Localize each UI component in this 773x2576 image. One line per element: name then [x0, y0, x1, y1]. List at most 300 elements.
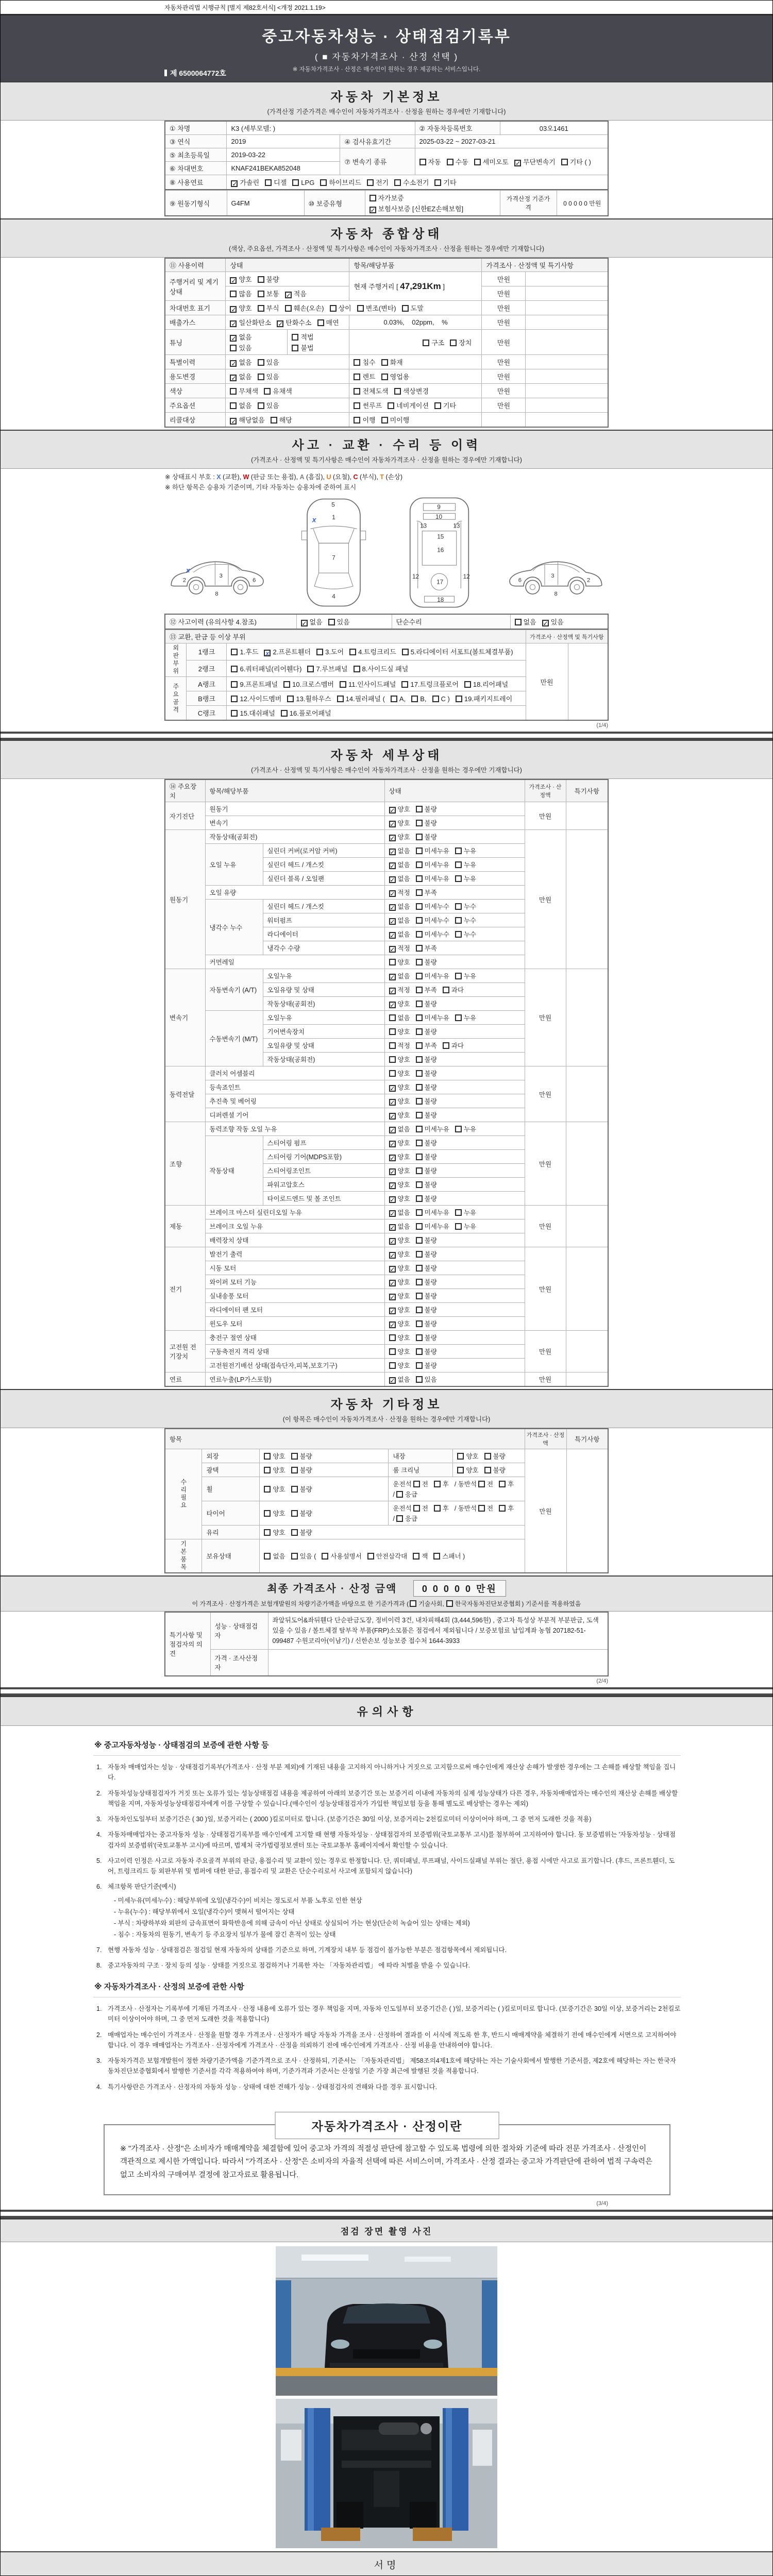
checkbox-option[interactable]: 보통	[258, 289, 279, 298]
state-options[interactable]	[384, 1108, 525, 1122]
checkbox-option[interactable]: 불량	[416, 1333, 437, 1342]
checkbox-option[interactable]: ✓ 양호	[390, 1140, 410, 1148]
checkbox-unchecked-icon[interactable]	[416, 1056, 423, 1063]
checkbox-checked-icon[interactable]: ✓	[390, 1224, 395, 1231]
checkbox-unchecked-icon[interactable]	[419, 159, 426, 165]
checkbox-unchecked-icon[interactable]	[258, 276, 264, 283]
checkbox-option[interactable]: 5.라디에이터 서포트(볼트체결부품)	[402, 647, 513, 656]
checkbox-unchecked-icon[interactable]	[264, 388, 271, 395]
checkbox-unchecked-icon[interactable]	[434, 179, 441, 186]
checkbox-option[interactable]: 미세누유	[416, 874, 449, 883]
checkbox-unchecked-icon[interactable]	[434, 402, 441, 409]
checkbox-option[interactable]: ✓ 양호	[231, 276, 252, 284]
checkbox-option[interactable]: 렌트	[354, 371, 375, 381]
state-options[interactable]	[260, 1477, 389, 1501]
checkbox-option[interactable]: 있음	[258, 400, 279, 410]
checkbox-option[interactable]: 없음	[230, 400, 251, 410]
color-options[interactable]	[226, 384, 349, 398]
checkbox-unchecked-icon[interactable]	[432, 696, 439, 702]
tuning-options[interactable]	[226, 330, 288, 355]
checkbox-option[interactable]: ✓ 양호	[390, 1001, 410, 1009]
checkbox-option[interactable]: ✓ 양호	[390, 1154, 410, 1162]
checkbox-option[interactable]: 불량	[291, 1528, 312, 1537]
checkbox-option[interactable]: 수동	[447, 157, 468, 166]
checkbox-option[interactable]: 미이행	[381, 415, 410, 425]
checkbox-unchecked-icon[interactable]	[349, 649, 356, 655]
checkbox-checked-icon[interactable]: ✓	[390, 1196, 395, 1204]
checkbox-option[interactable]: 19.패키지트레이	[456, 693, 512, 703]
checkbox-unchecked-icon[interactable]	[367, 179, 374, 186]
checkbox-unchecked-icon[interactable]	[478, 1481, 485, 1487]
checkbox-option[interactable]: 이행	[354, 415, 375, 425]
checkbox-checked-icon[interactable]: ✓	[390, 862, 395, 870]
checkbox-option[interactable]: 불량	[416, 1180, 437, 1189]
checkbox-option[interactable]: ✓ 양호	[390, 820, 410, 828]
state-options[interactable]	[384, 1206, 525, 1219]
state-options[interactable]	[384, 1178, 525, 1192]
checkbox-checked-icon[interactable]: ✓	[390, 1168, 395, 1176]
checkbox-option[interactable]: ✓ 양호	[390, 1112, 410, 1120]
checkbox-option[interactable]: ✓ 없음	[390, 1209, 410, 1217]
checkbox-option[interactable]: 누수	[455, 929, 476, 939]
checkbox-unchecked-icon[interactable]	[389, 959, 396, 965]
checkbox-unchecked-icon[interactable]	[416, 1209, 423, 1216]
tuning-kind-options[interactable]	[349, 330, 482, 355]
state-options[interactable]	[384, 1219, 525, 1233]
checkbox-option[interactable]: 미세누유	[416, 846, 449, 855]
checkbox-unchecked-icon[interactable]	[455, 861, 462, 868]
checkbox-option[interactable]: 세미오토	[474, 157, 509, 166]
rank2-panel-options[interactable]	[227, 660, 526, 677]
checkbox-checked-icon[interactable]: ✓	[390, 849, 395, 856]
checkbox-option[interactable]: 불량	[291, 1484, 312, 1494]
checkbox-option[interactable]: 누유	[455, 1208, 476, 1217]
checkbox-unchecked-icon[interactable]	[416, 861, 423, 868]
checkbox-checked-icon[interactable]: ✓	[390, 932, 395, 939]
checkbox-unchecked-icon[interactable]	[434, 1505, 441, 1512]
checkbox-option[interactable]: 불량	[416, 832, 437, 841]
state-options[interactable]	[260, 1501, 389, 1526]
checkbox-option[interactable]: 불량	[291, 1509, 312, 1518]
checkbox-option[interactable]: 양호	[389, 1069, 410, 1078]
checkbox-unchecked-icon[interactable]	[433, 1553, 440, 1560]
checkbox-option[interactable]: 불량	[416, 1194, 437, 1203]
checkbox-unchecked-icon[interactable]	[337, 696, 344, 702]
checkbox-option[interactable]: 17.트렁크플로어	[401, 679, 458, 689]
rank1-panel-options[interactable]	[227, 643, 526, 660]
checkbox-option[interactable]: 운전석 전	[393, 1481, 428, 1488]
checkbox-unchecked-icon[interactable]	[354, 666, 360, 672]
checkbox-unchecked-icon[interactable]	[389, 1348, 396, 1355]
checkbox-option[interactable]: 영업용	[381, 371, 410, 381]
state-options[interactable]	[384, 927, 525, 941]
checkbox-checked-icon[interactable]: ✓	[390, 1238, 395, 1245]
checkbox-option[interactable]: 자동	[419, 157, 441, 166]
checkbox-unchecked-icon[interactable]	[328, 619, 335, 625]
checkbox-unchecked-icon[interactable]	[291, 1510, 298, 1517]
state-options[interactable]	[384, 1359, 525, 1372]
state-options[interactable]	[384, 872, 525, 886]
rankA-panel-options[interactable]	[227, 677, 526, 691]
checkbox-unchecked-icon[interactable]	[416, 931, 423, 938]
checkbox-unchecked-icon[interactable]	[416, 1265, 423, 1272]
checkbox-checked-icon[interactable]: ✓	[231, 360, 237, 367]
checkbox-checked-icon[interactable]: ✓	[301, 620, 307, 627]
checkbox-option[interactable]: ✓ 없음	[390, 1223, 410, 1231]
state-options[interactable]	[384, 1122, 525, 1136]
checkbox-unchecked-icon[interactable]	[264, 1486, 271, 1493]
checkbox-unchecked-icon[interactable]	[322, 1553, 328, 1560]
special-history-options[interactable]	[226, 355, 349, 369]
checkbox-unchecked-icon[interactable]	[455, 1126, 462, 1132]
checkbox-option[interactable]: 불량	[416, 1235, 437, 1245]
state-options[interactable]	[384, 1372, 525, 1387]
checkbox-unchecked-icon[interactable]	[416, 945, 423, 952]
checkbox-unchecked-icon[interactable]	[416, 1223, 423, 1230]
state-options[interactable]	[384, 802, 525, 816]
checkbox-unchecked-icon[interactable]	[230, 291, 237, 297]
checkbox-unchecked-icon[interactable]	[416, 1140, 423, 1146]
checkbox-unchecked-icon[interactable]	[316, 649, 323, 655]
checkbox-option[interactable]: 불량	[416, 1319, 437, 1328]
checkbox-option[interactable]: ✓ 양호	[390, 1167, 410, 1176]
checkbox-option[interactable]: C )	[432, 695, 450, 703]
checkbox-option[interactable]: 해당	[271, 415, 292, 425]
checkbox-option[interactable]: 전기	[367, 177, 389, 187]
checkbox-unchecked-icon[interactable]	[396, 1515, 403, 1522]
checkbox-checked-icon[interactable]: ✓	[390, 1321, 395, 1329]
state-options[interactable]	[384, 886, 525, 900]
checkbox-option[interactable]: 누유	[455, 1222, 476, 1231]
checkbox-option[interactable]: 양호	[264, 1484, 285, 1494]
checkbox-option[interactable]: 10.크로스멤버	[283, 679, 334, 689]
checkbox-unchecked-icon[interactable]	[389, 1070, 396, 1077]
checkbox-option[interactable]: / 응급	[393, 1515, 418, 1522]
simple-repair-options[interactable]	[510, 614, 608, 629]
checkbox-option[interactable]: 11.인사이드패널	[340, 679, 396, 689]
checkbox-option[interactable]: ✓ 없음	[390, 875, 410, 884]
checkbox-checked-icon[interactable]: ✓	[370, 207, 376, 214]
checkbox-checked-icon[interactable]: ✓	[390, 1113, 395, 1120]
checkbox-unchecked-icon[interactable]	[416, 1070, 423, 1077]
checkbox-option[interactable]: 색상변경	[394, 386, 429, 396]
checkbox-option[interactable]: ✓ 양호	[390, 1307, 410, 1315]
state-options[interactable]	[384, 969, 525, 983]
checkbox-unchecked-icon[interactable]	[413, 1481, 420, 1487]
checkbox-option[interactable]: 양호	[457, 1465, 478, 1475]
state-options[interactable]	[384, 858, 525, 872]
checkbox-unchecked-icon[interactable]	[258, 291, 264, 297]
checkbox-option[interactable]: 미세누수	[416, 916, 449, 925]
checkbox-unchecked-icon[interactable]	[287, 696, 294, 702]
checkbox-unchecked-icon[interactable]	[389, 1042, 396, 1049]
checkbox-option[interactable]: ✓ 양호	[390, 1320, 410, 1329]
checkbox-unchecked-icon[interactable]	[455, 931, 462, 938]
checkbox-option[interactable]: 양호	[264, 1509, 285, 1518]
checkbox-option[interactable]: 구조	[423, 337, 444, 347]
checkbox-option[interactable]: ✓ 없음	[390, 1126, 410, 1134]
checkbox-unchecked-icon[interactable]	[416, 1362, 423, 1369]
checkbox-unchecked-icon[interactable]	[258, 305, 264, 312]
checkbox-unchecked-icon[interactable]	[457, 1453, 464, 1460]
checkbox-option[interactable]: 과다	[443, 1041, 464, 1050]
checkbox-option[interactable]: 과다	[443, 985, 464, 994]
state-options[interactable]	[384, 1317, 525, 1331]
checkbox-option[interactable]: ✓ 적음	[285, 290, 307, 299]
checkbox-unchecked-icon[interactable]	[391, 696, 397, 702]
checkbox-unchecked-icon[interactable]	[413, 1505, 420, 1512]
checkbox-unchecked-icon[interactable]	[258, 374, 264, 380]
checkbox-option[interactable]: ✓ 양호	[390, 1237, 410, 1245]
checkbox-option[interactable]: 불량	[416, 1305, 437, 1314]
checkbox-option[interactable]: 후	[499, 1479, 514, 1488]
checkbox-option[interactable]: 있음	[328, 617, 350, 626]
checkbox-option[interactable]: 불량	[416, 999, 437, 1008]
checkbox-unchecked-icon[interactable]	[402, 649, 409, 655]
checkbox-unchecked-icon[interactable]	[416, 917, 423, 924]
checkbox-unchecked-icon[interactable]	[230, 345, 237, 351]
checkbox-checked-icon[interactable]: ✓	[390, 946, 395, 953]
checkbox-unchecked-icon[interactable]	[231, 710, 238, 717]
checkbox-option[interactable]: 적정	[389, 1041, 410, 1050]
checkbox-unchecked-icon[interactable]	[416, 973, 423, 979]
checkbox-option[interactable]: ✓ 무단변속기	[515, 158, 556, 167]
checkbox-option[interactable]: 미세누수	[416, 902, 449, 911]
checkbox-unchecked-icon[interactable]	[317, 319, 324, 326]
checkbox-unchecked-icon[interactable]	[292, 334, 298, 341]
usage-change-options[interactable]	[226, 369, 349, 384]
checkbox-unchecked-icon[interactable]	[416, 1014, 423, 1021]
checkbox-unchecked-icon[interactable]	[389, 1362, 396, 1369]
checkbox-option[interactable]: 기타	[434, 400, 456, 410]
checkbox-unchecked-icon[interactable]	[388, 402, 394, 409]
checkbox-option[interactable]: 불량	[416, 1361, 437, 1370]
checkbox-unchecked-icon[interactable]	[416, 820, 423, 826]
mileage-state-options[interactable]	[226, 272, 349, 286]
state-options[interactable]	[384, 1233, 525, 1247]
checkbox-option[interactable]: 3.도어	[316, 647, 344, 656]
checkbox-checked-icon[interactable]: ✓	[231, 335, 237, 342]
state-options[interactable]	[384, 1289, 525, 1303]
checkbox-unchecked-icon[interactable]	[283, 681, 290, 688]
state-options[interactable]	[384, 1039, 525, 1053]
checkbox-option[interactable]: 누유	[455, 846, 476, 855]
checkbox-option[interactable]: LPG	[292, 179, 314, 187]
checkbox-unchecked-icon[interactable]	[264, 1529, 271, 1536]
checkbox-unchecked-icon[interactable]	[456, 696, 462, 702]
checkbox-unchecked-icon[interactable]	[264, 1467, 271, 1473]
checkbox-checked-icon[interactable]: ✓	[390, 988, 395, 995]
checkbox-checked-icon[interactable]: ✓	[390, 835, 395, 842]
checkbox-option[interactable]: 양호	[389, 957, 410, 967]
checkbox-option[interactable]: ✓ 없음	[231, 359, 252, 367]
checkbox-unchecked-icon[interactable]	[381, 359, 388, 366]
checkbox-unchecked-icon[interactable]	[354, 374, 360, 380]
checkbox-option[interactable]: 누유	[455, 874, 476, 883]
checkbox-unchecked-icon[interactable]	[354, 402, 360, 409]
checkbox-option[interactable]: 기타	[434, 177, 456, 187]
state-options[interactable]	[384, 830, 525, 844]
checkbox-unchecked-icon[interactable]	[484, 1453, 491, 1460]
checkbox-unchecked-icon[interactable]	[357, 305, 364, 312]
checkbox-option[interactable]: ✓ 가솔린	[232, 179, 260, 188]
checkbox-unchecked-icon[interactable]	[389, 1056, 396, 1063]
checkbox-option[interactable]: ✓ 적정	[390, 889, 410, 897]
checkbox-option[interactable]: 16.플로어패널	[281, 708, 331, 718]
checkbox-checked-icon[interactable]: ✓	[390, 821, 395, 828]
checkbox-unchecked-icon[interactable]	[416, 875, 423, 882]
checkbox-option[interactable]: 불량	[416, 804, 437, 814]
state-options[interactable]	[453, 1449, 525, 1463]
checkbox-option[interactable]: 변조(변타)	[357, 303, 396, 313]
standard-book-options[interactable]	[409, 1600, 522, 1607]
checkbox-unchecked-icon[interactable]	[396, 1491, 403, 1498]
basic-items-options[interactable]	[260, 1539, 525, 1573]
checkbox-option[interactable]: 누유	[455, 1124, 476, 1133]
checkbox-option[interactable]: 하이브리드	[320, 177, 361, 187]
checkbox-unchecked-icon[interactable]	[484, 1467, 491, 1473]
checkbox-option[interactable]: 디젤	[265, 177, 287, 187]
checkbox-unchecked-icon[interactable]	[416, 959, 423, 965]
state-options[interactable]	[384, 1025, 525, 1039]
checkbox-unchecked-icon[interactable]	[231, 681, 238, 688]
checkbox-unchecked-icon[interactable]	[416, 889, 423, 896]
checkbox-unchecked-icon[interactable]	[281, 710, 288, 717]
checkbox-option[interactable]: 불량	[416, 1249, 437, 1259]
checkbox-unchecked-icon[interactable]	[291, 1486, 298, 1493]
checkbox-unchecked-icon[interactable]	[410, 1600, 416, 1607]
checkbox-option[interactable]: A,	[391, 695, 406, 703]
checkbox-option[interactable]: ✓ 없음	[231, 333, 252, 342]
checkbox-option[interactable]: ✓ 없음	[231, 373, 252, 382]
checkbox-option[interactable]: 불법	[292, 343, 313, 352]
state-options[interactable]	[384, 955, 525, 969]
checkbox-option[interactable]: 없음	[515, 617, 536, 626]
checkbox-option[interactable]: 불량	[416, 1152, 437, 1161]
checkbox-unchecked-icon[interactable]	[455, 973, 462, 979]
checkbox-option[interactable]: 침수	[354, 357, 375, 367]
checkbox-option[interactable]: 미세누유	[416, 1208, 449, 1217]
checkbox-option[interactable]: 네비게이션	[388, 400, 429, 410]
checkbox-option[interactable]: 양호	[264, 1528, 285, 1537]
checkbox-unchecked-icon[interactable]	[478, 1505, 485, 1512]
checkbox-option[interactable]: 불량	[291, 1451, 312, 1461]
state-options[interactable]	[260, 1449, 389, 1463]
checkbox-checked-icon[interactable]: ✓	[390, 876, 395, 884]
checkbox-unchecked-icon[interactable]	[264, 1510, 271, 1517]
checkbox-option[interactable]: 불량	[484, 1465, 506, 1475]
color-change-options[interactable]	[349, 384, 482, 398]
checkbox-option[interactable]: x 2.프론트휀더	[264, 647, 311, 656]
checkbox-unchecked-icon[interactable]	[499, 1505, 506, 1512]
checkbox-unchecked-icon[interactable]	[271, 417, 277, 423]
checkbox-checked-icon[interactable]: ✓	[231, 306, 237, 313]
checkbox-checked-icon[interactable]: ✓	[390, 1127, 395, 1134]
checkbox-unchecked-icon[interactable]	[320, 179, 327, 186]
checkbox-option[interactable]: ✓ 양호	[390, 1265, 410, 1273]
checkbox-unchecked-icon[interactable]	[231, 666, 238, 672]
checkbox-option[interactable]: 누수	[455, 902, 476, 911]
checkbox-option[interactable]: / 응급	[393, 1491, 418, 1498]
checkbox-unchecked-icon[interactable]	[416, 987, 423, 993]
checkbox-option[interactable]: 없음	[264, 1551, 285, 1561]
checkbox-option[interactable]: 누유	[455, 971, 476, 980]
checkbox-checked-icon[interactable]: ✓	[231, 375, 237, 382]
checkbox-unchecked-icon[interactable]	[416, 1320, 423, 1327]
state-options[interactable]	[384, 997, 525, 1011]
checkbox-option[interactable]: ✓ 양호	[390, 1181, 410, 1190]
checkbox-unchecked-icon[interactable]	[416, 1279, 423, 1285]
state-options[interactable]	[384, 844, 525, 858]
checkbox-option[interactable]: 불량	[416, 1027, 437, 1036]
checkbox-checked-icon[interactable]: ✓	[285, 292, 291, 299]
checkbox-option[interactable]: ✓ 양호	[390, 1279, 410, 1287]
checkbox-unchecked-icon[interactable]	[340, 681, 346, 688]
checkbox-option[interactable]: 1.후드	[231, 647, 258, 656]
checkbox-option[interactable]: ✓ 있음	[543, 618, 564, 627]
tuning-legal-options[interactable]	[288, 330, 349, 355]
checkbox-unchecked-icon[interactable]	[416, 1251, 423, 1258]
checkbox-checked-icon[interactable]: ✓	[231, 320, 237, 328]
checkbox-option[interactable]: 누유	[455, 1013, 476, 1022]
checkbox-unchecked-icon[interactable]	[561, 159, 568, 165]
checkbox-option[interactable]: 미세누유	[416, 1124, 449, 1133]
checkbox-unchecked-icon[interactable]	[455, 1014, 462, 1021]
state-options[interactable]	[384, 1261, 525, 1275]
checkbox-unchecked-icon[interactable]	[416, 1293, 423, 1299]
checkbox-unchecked-icon[interactable]	[455, 848, 462, 854]
checkbox-option[interactable]: ✓ 양호	[390, 1098, 410, 1106]
checkbox-unchecked-icon[interactable]	[464, 681, 471, 688]
checkbox-option[interactable]: 불량	[416, 1138, 437, 1147]
checkbox-checked-icon[interactable]: ✓	[390, 1266, 395, 1273]
checkbox-option[interactable]: 불량	[416, 1291, 437, 1300]
checkbox-option[interactable]: 14.필러패널 (	[337, 693, 385, 703]
checkbox-unchecked-icon[interactable]	[416, 1028, 423, 1035]
checkbox-option[interactable]: ✓ 없음	[390, 848, 410, 856]
checkbox-unchecked-icon[interactable]	[401, 681, 408, 688]
checkbox-unchecked-icon[interactable]	[291, 1553, 298, 1560]
checkbox-option[interactable]: ✓ 없음	[390, 973, 410, 981]
checkbox-unchecked-icon[interactable]	[354, 417, 360, 423]
checkbox-option[interactable]: 12.사이드멤버	[231, 693, 281, 703]
checkbox-unchecked-icon[interactable]	[292, 179, 299, 186]
checkbox-option[interactable]: 전체도색	[354, 386, 388, 396]
checkbox-option[interactable]: 불량	[416, 1055, 437, 1064]
checkbox-option[interactable]: 불량	[484, 1451, 506, 1461]
checkbox-unchecked-icon[interactable]	[411, 696, 418, 702]
checkbox-option[interactable]: 불량	[416, 1166, 437, 1175]
checkbox-option[interactable]: 양호	[389, 1361, 410, 1370]
checkbox-unchecked-icon[interactable]	[447, 159, 453, 165]
state-options[interactable]	[384, 1066, 525, 1080]
checkbox-unchecked-icon[interactable]	[330, 305, 337, 312]
checkbox-option[interactable]: 18.리어패널	[464, 679, 508, 689]
checkbox-checked-icon[interactable]: ✓	[390, 1377, 395, 1384]
checkbox-unchecked-icon[interactable]	[291, 1467, 298, 1473]
checkbox-checked-icon[interactable]: ✓	[390, 1308, 395, 1315]
state-options[interactable]	[384, 913, 525, 927]
checkbox-option[interactable]: 스패너 )	[433, 1551, 465, 1561]
checkbox-unchecked-icon[interactable]	[416, 1237, 423, 1244]
checkbox-unchecked-icon[interactable]	[446, 1600, 453, 1607]
checkbox-option[interactable]: 후	[499, 1503, 514, 1513]
checkbox-checked-icon[interactable]: ✓	[278, 320, 283, 328]
rankB-panel-options[interactable]	[227, 691, 526, 706]
checkbox-unchecked-icon[interactable]	[443, 1042, 449, 1049]
checkbox-option[interactable]: 4.트렁크리드	[349, 647, 396, 656]
state-options[interactable]	[384, 1011, 525, 1025]
